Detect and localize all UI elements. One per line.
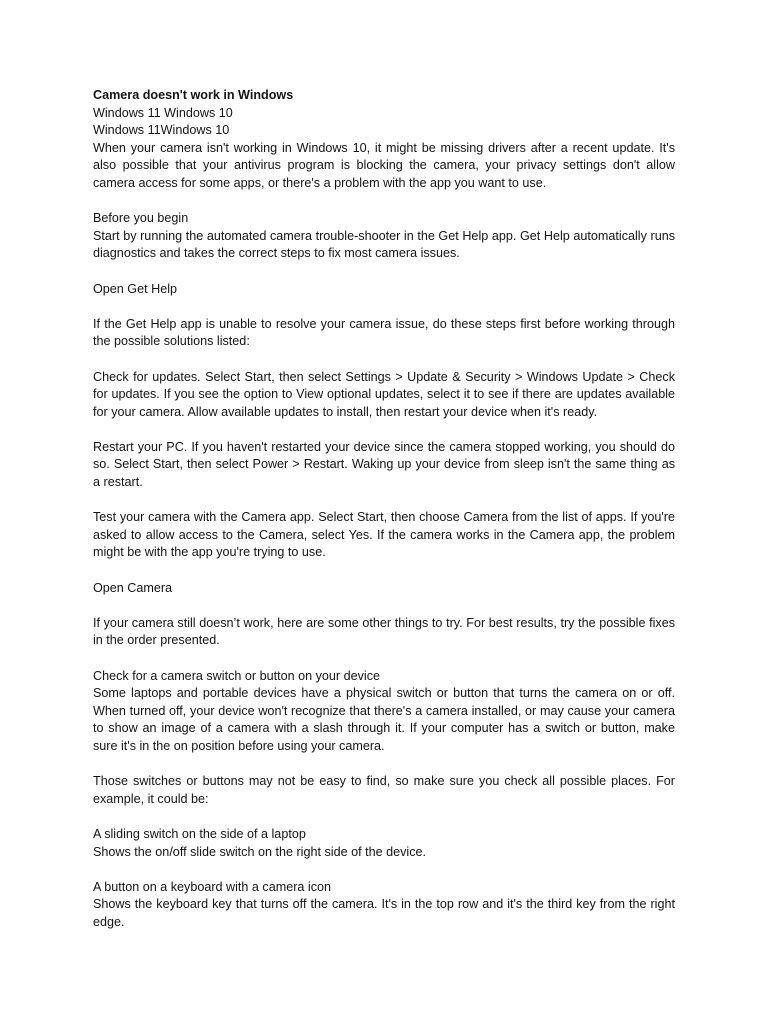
spacer: [93, 492, 675, 510]
spacer: [93, 351, 675, 369]
sliding-switch-caption: Shows the on/off slide switch on the right side of the device.: [93, 844, 426, 859]
keyboard-button-caption: Shows the keyboard key that turns off the camera. It's in the top row and it's the third key from the right edge.: [93, 897, 675, 929]
open-get-help-link[interactable]: Open Get Help: [93, 281, 178, 296]
spacer: [93, 193, 675, 211]
spacer: [93, 298, 675, 316]
before-you-begin-paragraph: Start by running the automated camera trouble-shooter in the Get Help app. Get Help automatically runs diagnostics and takes the correct steps to fix most camera issues.: [93, 228, 675, 261]
spacer: [93, 650, 675, 668]
spacer: [93, 756, 675, 774]
switches-hard-to-find-paragraph: Those switches or buttons may not be easy to find, so make sure you check all possible places. For example, it could be:: [93, 774, 675, 806]
camera-switch-paragraph: Some laptops and portable devices have a physical switch or button that turns the camera on or off. When turned off, your device won't recognize that there's a camera installed, or may cause your camera to show an image of a camera with a slash through it. If your computer has a switch or button, make sure it's in the on position before using your camera.: [93, 686, 675, 753]
document-page: [93, 87, 675, 932]
intro-paragraph: When your camera isn't working in Windows 10, it might be missing drivers after a recent update. It's also possible that your antivirus program is blocking the camera, your privacy settings don't allow camera access for some apps, or there's a problem with the app you want to use.: [93, 140, 675, 190]
still-doesnt-work-paragraph: If your camera still doesn’t work, here are some other things to try. For best results, try the possible fixes in the order presented.: [93, 615, 675, 648]
get-help-unable-paragraph: If the Get Help app is unable to resolve your camera issue, do these steps first before working through the possible solutions listed:: [93, 316, 675, 349]
check-updates-paragraph: Check for updates. Select Start, then select Settings > Update & Security > Windows Update > Check for updates. If you see the option to View optional updates, select it to see if there are updates available for your camera. Allow available updates to install, then restart your device when it's ready.: [93, 369, 675, 419]
os-version-line-2: Windows 11Windows 10: [93, 123, 230, 138]
spacer: [93, 421, 675, 439]
test-camera-paragraph: Test your camera with the Camera app. Select Start, then choose Camera from the list of apps. If you're asked to allow access to the Camera, select Yes. If the camera works in the Camera app, the problem might be with the app you're trying to use.: [93, 510, 675, 560]
keyboard-button-heading: A button on a keyboard with a camera icon: [93, 879, 332, 894]
spacer: [93, 562, 675, 580]
spacer: [93, 263, 675, 281]
restart-pc-paragraph: Restart your PC. If you haven't restarted your device since the camera stopped working, you should do so. Select Start, then select Power > Restart. Waking up your device from sleep isn't the same thing as a restart.: [93, 439, 675, 490]
before-you-begin-heading: Before you begin: [93, 211, 189, 226]
sliding-switch-heading: A sliding switch on the side of a laptop: [93, 826, 306, 841]
os-version-line-1: Windows 11 Windows 10: [93, 105, 233, 120]
spacer: [93, 597, 675, 615]
spacer: [93, 808, 675, 826]
document-title: Camera doesn't work in Windows: [93, 88, 294, 102]
open-camera-link[interactable]: Open Camera: [93, 580, 173, 595]
spacer: [93, 861, 675, 879]
camera-switch-heading: Check for a camera switch or button on your device: [93, 668, 380, 683]
